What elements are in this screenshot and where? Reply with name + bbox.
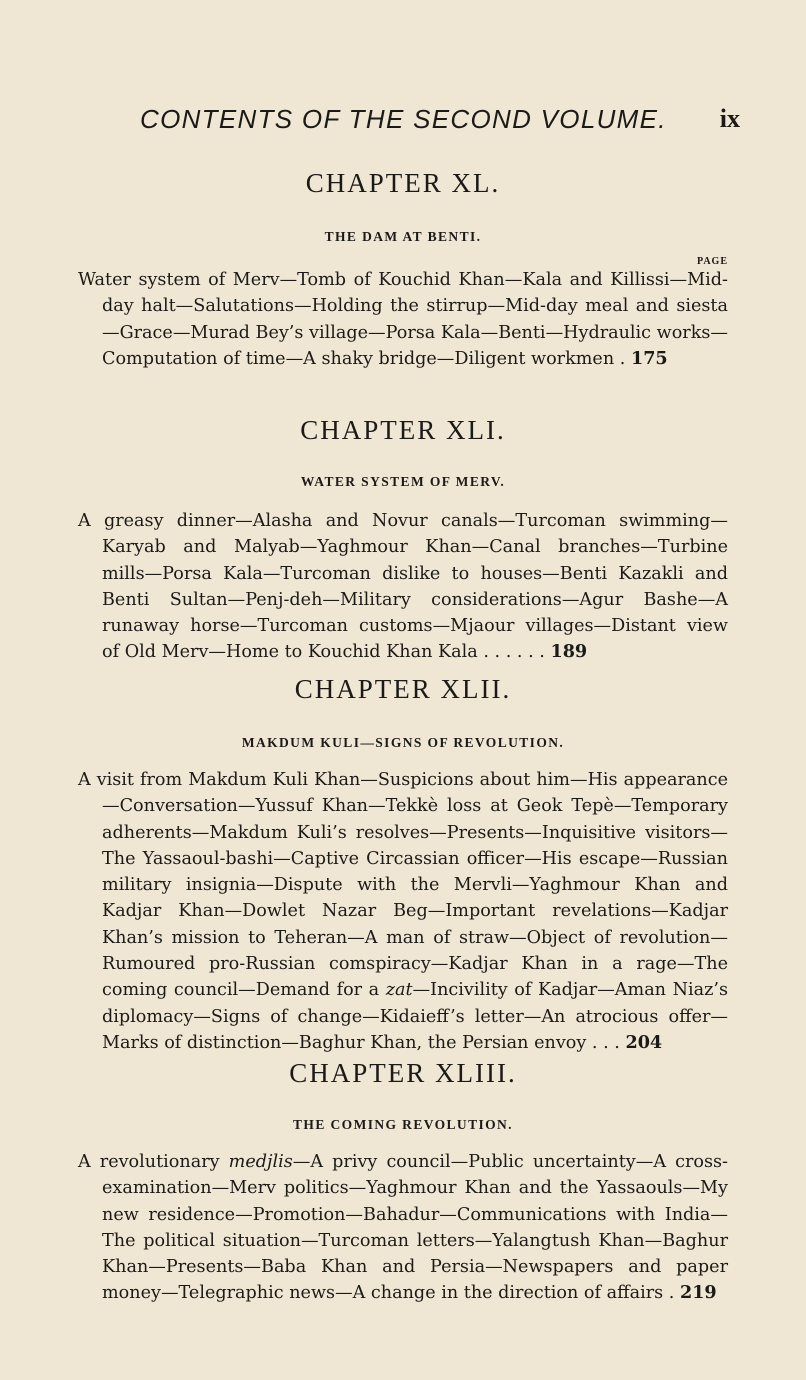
running-head bbox=[140, 104, 740, 138]
chapter-subtitle: THE COMING REVOLUTION. bbox=[293, 1117, 513, 1132]
summary-text-continued: —Incivility of Kadjar—Aman Niaz’s diplomacy—Signs of change—Kidaieff’s letter—An atrocious offer—Marks of distinction—Baghur Khan, the Persian envoy . . . bbox=[102, 980, 728, 1053]
chapter-subtitle: THE DAM AT BENTI. bbox=[324, 229, 482, 244]
page-reference: 219 bbox=[679, 1282, 717, 1304]
summary-text: A revolutionary bbox=[78, 1152, 229, 1172]
summary-text: Water system of Merv—Tomb of Kouchid Khan—Kala and Killissi—Mid-day halt—Salutations—Holding the stirrup—Mid-day meal and siesta—Grace—Murad Bey’s village—Porsa Kala—Benti—Hydraulic works—Computation of time—A shaky bridge—Diligent workmen . bbox=[78, 270, 728, 369]
chapter-subtitle: WATER SYSTEM OF MERV. bbox=[300, 474, 506, 489]
chapter-heading: CHAPTER XLI. bbox=[300, 415, 506, 445]
summary-italic-term: medjlis bbox=[228, 1152, 293, 1172]
chapter-xliii bbox=[78, 1058, 728, 1307]
summary-text: A greasy dinner—Alasha and Novur canals—Turcoman swimming—Karyab and Malyab—Yaghmour Khan—Canal branches—Turbine mills—Porsa Kala—Turcoman dislike to houses—Benti Kazakli and Benti Sultan—Penj-deh—Military considerations—Agur Bashe—A runaway horse—Turcoman customs—Mjaour villages—Distant view of Old Merv—Home to Kouchid Khan Kala . . . . . . bbox=[78, 511, 728, 663]
summary-text-continued: —A privy council—Public uncertainty—A cross-examination—Merv politics—Yaghmour Khan and the Yassaouls—My new residence—Promotion—Bahadur—Communications with India—The political situation—Turcoman letters—Yalangtush Khan—Baghur Khan—Presents—Baba Khan and Persia—Newspapers and paper money—Telegraphic news—A change in the direction of affairs . bbox=[102, 1152, 728, 1304]
page-reference: 204 bbox=[625, 1031, 663, 1053]
chapter-summary bbox=[78, 1149, 728, 1307]
chapter-summary bbox=[78, 267, 728, 372]
page-reference: 189 bbox=[550, 641, 588, 663]
running-head-title: CONTENTS OF THE SECOND VOLUME. bbox=[140, 104, 667, 134]
chapter-heading: CHAPTER XLIII. bbox=[289, 1058, 517, 1088]
chapter-xl bbox=[78, 168, 728, 372]
page-column-label: PAGE bbox=[696, 256, 728, 267]
page-number: ix bbox=[719, 104, 740, 133]
summary-text: A visit from Makdum Kuli Khan—Suspicions about him—His appearance—Conversation—Yussuf Khan—Tekkè loss at Geok Tepè—Temporary adherents—Makdum Kuli’s resolves—Presents—Inquisitive visitors—The Yassaoul-bashi—Captive Circassian officer—His escape—Russian military insignia—Dispute with the Mervli—Yaghmour Khan and Kadjar Khan—Dowlet Nazar Beg—Important revelations—Kadjar Khan’s mission to Teheran—A man of straw—Object of revolution—Rumoured pro-Russian comspiracy—Kadjar Khan in a rage—The coming council—Demand for a bbox=[78, 770, 728, 1001]
chapter-xli bbox=[78, 415, 728, 666]
chapter-heading: CHAPTER XL. bbox=[305, 168, 501, 198]
chapter-summary bbox=[78, 508, 728, 666]
chapter-xlii bbox=[78, 674, 728, 1056]
summary-italic-term: zat bbox=[385, 980, 413, 1001]
chapter-subtitle: MAKDUM KULI—SIGNS OF REVOLUTION. bbox=[241, 735, 565, 750]
chapter-heading: CHAPTER XLII. bbox=[294, 674, 512, 704]
chapter-summary bbox=[78, 767, 728, 1056]
page-reference: 175 bbox=[630, 347, 668, 369]
